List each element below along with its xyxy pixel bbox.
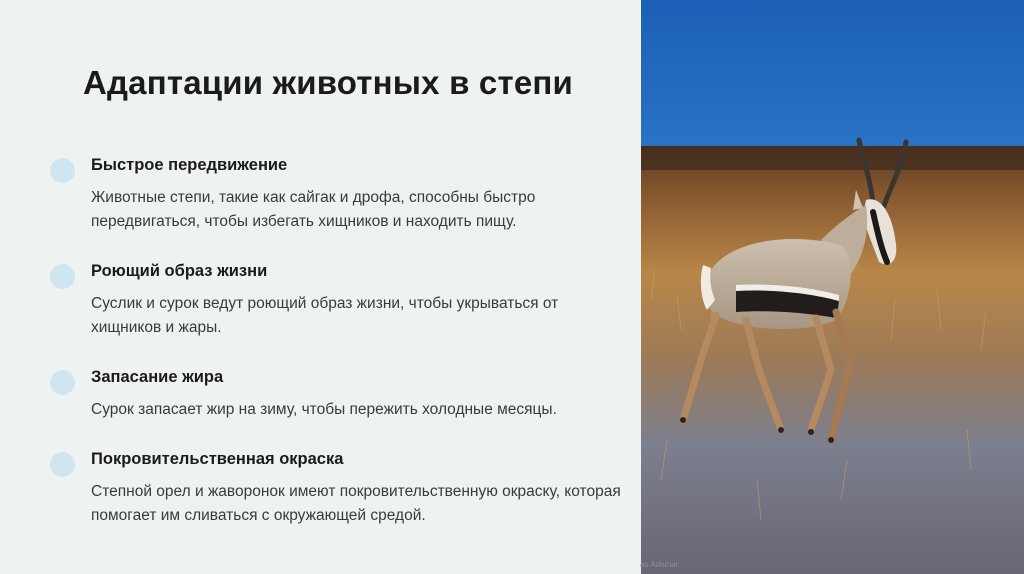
item-title: Быстрое передвижение	[91, 156, 288, 174]
bullet-circle-icon	[50, 370, 75, 395]
item-text: Сурок запасает жир на зиму, чтобы пережить холодные месяцы.	[91, 401, 557, 418]
item-title: Роющий образ жизни	[91, 262, 268, 280]
antelope-photo	[641, 0, 1024, 574]
photo-credit: as Ademar	[640, 560, 679, 569]
item-text: Степной орел и жаворонок имеют покровительственную окраску, которая помогает им сливаться с окружающей средой.	[91, 483, 621, 524]
item-title: Запасание жира	[91, 368, 224, 386]
bullet-circle-icon	[50, 452, 75, 477]
item-title: Покровительственная окраска	[91, 450, 344, 468]
bullet-circle-icon	[50, 158, 75, 183]
bullet-circle-icon	[50, 264, 75, 289]
item-text: Суслик и сурок ведут роющий образ жизни, чтобы укрываться от хищников и жары.	[91, 295, 559, 336]
slide-title: Адаптации животных в степи	[83, 64, 574, 101]
item-text: Животные степи, такие как сайгак и дрофа, способны быстро передвигаться, чтобы избегать хищников и находить пищу.	[91, 189, 536, 230]
